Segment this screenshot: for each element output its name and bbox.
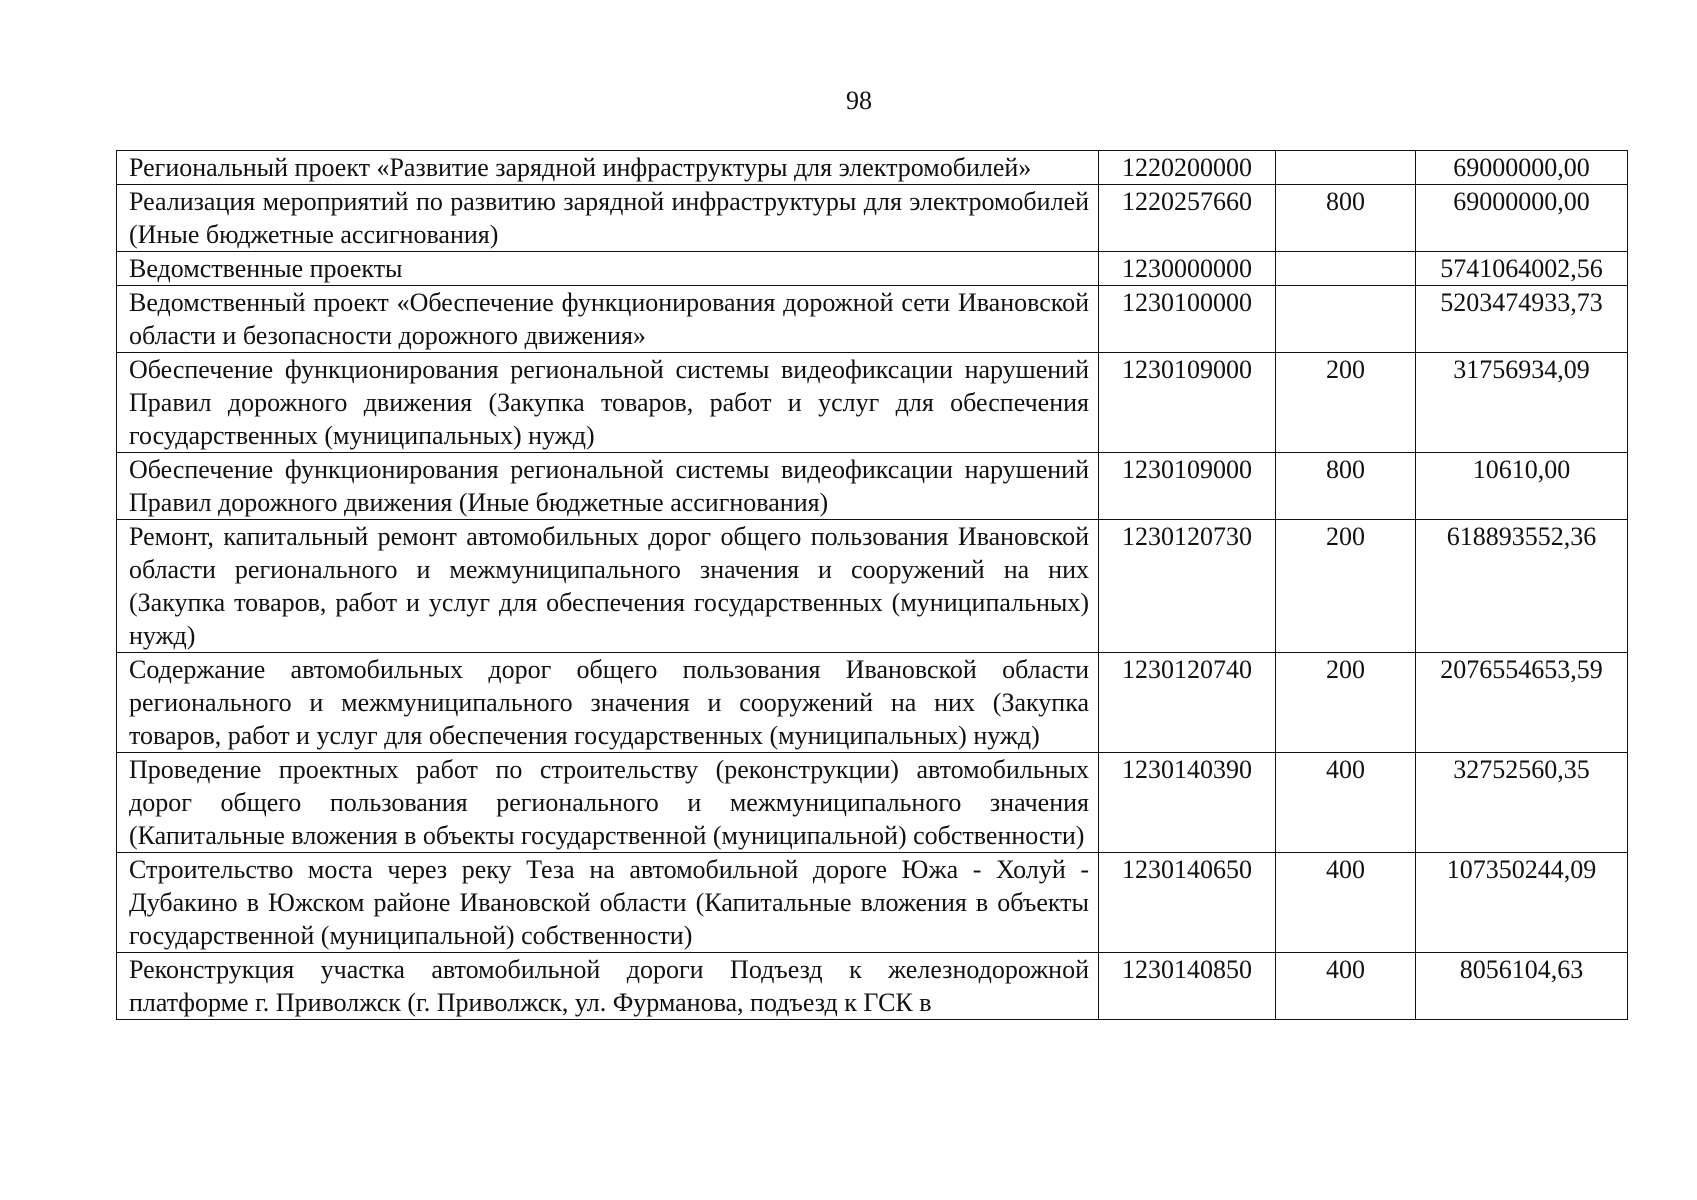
row-sum-cell: 31756934,09 bbox=[1416, 353, 1628, 453]
row-code-cell: 1220257660 bbox=[1099, 185, 1276, 252]
row-sum-cell: 618893552,36 bbox=[1416, 520, 1628, 653]
row-code-cell: 1230120740 bbox=[1099, 653, 1276, 753]
row-sum-cell: 69000000,00 bbox=[1416, 185, 1628, 252]
row-code-cell: 1230100000 bbox=[1099, 286, 1276, 353]
table-row bbox=[117, 853, 1628, 953]
row-type-cell bbox=[1276, 286, 1416, 353]
table-row bbox=[117, 353, 1628, 453]
row-sum-cell: 10610,00 bbox=[1416, 453, 1628, 520]
table-row bbox=[117, 653, 1628, 753]
row-type-cell bbox=[1276, 151, 1416, 185]
row-sum-cell: 5741064002,56 bbox=[1416, 252, 1628, 286]
row-type-cell: 200 bbox=[1276, 353, 1416, 453]
table-row bbox=[117, 252, 1628, 286]
row-type-cell: 800 bbox=[1276, 453, 1416, 520]
row-code-cell: 1230140390 bbox=[1099, 753, 1276, 853]
table-row bbox=[117, 453, 1628, 520]
row-name-cell: Ведомственный проект «Обеспечение функционирования дорожной сети Ивановской области и безопасности дорожного движения» bbox=[117, 286, 1099, 353]
row-name-cell: Строительство моста через реку Теза на автомобильной дороге Южа - Холуй - Дубакино в Южском районе Ивановской области (Капитальные вложения в объекты государственной (муниципальной) собственности) bbox=[117, 853, 1099, 953]
row-sum-cell: 107350244,09 bbox=[1416, 853, 1628, 953]
row-type-cell: 800 bbox=[1276, 185, 1416, 252]
row-code-cell: 1230109000 bbox=[1099, 353, 1276, 453]
row-sum-cell: 2076554653,59 bbox=[1416, 653, 1628, 753]
row-name-text: Реконструкция участка автомобильной дороги Подъезд к железнодорожной платформе г. Приволжск (г. Приволжск, ул. Фурманова, подъезд к ГСК в bbox=[129, 955, 1089, 1017]
budget-table bbox=[116, 150, 1628, 1020]
row-name-cell: Реализация мероприятий по развитию зарядной инфраструктуры для электромобилей (Иные бюджетные ассигнования) bbox=[117, 185, 1099, 252]
table-row bbox=[117, 953, 1628, 1020]
row-name-cell: Содержание автомобильных дорог общего пользования Ивановской области регионального и межмуниципального значения и сооружений на них (Закупка товаров, работ и услуг для обеспечения государственных (муниципальных) нужд) bbox=[117, 653, 1099, 753]
row-code-cell: 1230120730 bbox=[1099, 520, 1276, 653]
row-code-cell: 1230000000 bbox=[1099, 252, 1276, 286]
row-sum-cell: 8056104,63 bbox=[1416, 953, 1628, 1020]
row-type-cell: 200 bbox=[1276, 653, 1416, 753]
row-name-cell: Региональный проект «Развитие зарядной инфраструктуры для электромобилей» bbox=[117, 151, 1099, 185]
row-name-cell: Обеспечение функционирования региональной системы видеофиксации нарушений Правил дорожного движения (Закупка товаров, работ и услуг для обеспечения государственных (муниципальных) нужд) bbox=[117, 353, 1099, 453]
row-sum-cell: 32752560,35 bbox=[1416, 753, 1628, 853]
budget-table-body bbox=[117, 151, 1628, 1020]
table-row bbox=[117, 520, 1628, 653]
table-row bbox=[117, 185, 1628, 252]
row-name-cell bbox=[117, 953, 1099, 1020]
row-name-cell: Ведомственные проекты bbox=[117, 252, 1099, 286]
table-row bbox=[117, 151, 1628, 185]
row-name-cell: Обеспечение функционирования региональной системы видеофиксации нарушений Правил дорожного движения (Иные бюджетные ассигнования) bbox=[117, 453, 1099, 520]
row-type-cell: 400 bbox=[1276, 953, 1416, 1020]
table-row bbox=[117, 753, 1628, 853]
row-name-cell: Ремонт, капитальный ремонт автомобильных дорог общего пользования Ивановской области регионального и межмуниципального значения и сооружений на них (Закупка товаров, работ и услуг для обеспечения государственных (муниципальных) нужд) bbox=[117, 520, 1099, 653]
row-type-cell: 400 bbox=[1276, 853, 1416, 953]
page-number: 98 bbox=[846, 86, 872, 115]
row-code-cell: 1220200000 bbox=[1099, 151, 1276, 185]
row-name-cell: Проведение проектных работ по строительству (реконструкции) автомобильных дорог общего пользования регионального и межмуниципального значения (Капитальные вложения в объекты государственной (муниципальной) собственности) bbox=[117, 753, 1099, 853]
row-code-cell: 1230140650 bbox=[1099, 853, 1276, 953]
row-code-cell: 1230109000 bbox=[1099, 453, 1276, 520]
row-type-cell: 200 bbox=[1276, 520, 1416, 653]
table-row bbox=[117, 286, 1628, 353]
row-type-cell bbox=[1276, 252, 1416, 286]
row-sum-cell: 69000000,00 bbox=[1416, 151, 1628, 185]
row-code-cell: 1230140850 bbox=[1099, 953, 1276, 1020]
row-sum-cell: 5203474933,73 bbox=[1416, 286, 1628, 353]
row-type-cell: 400 bbox=[1276, 753, 1416, 853]
